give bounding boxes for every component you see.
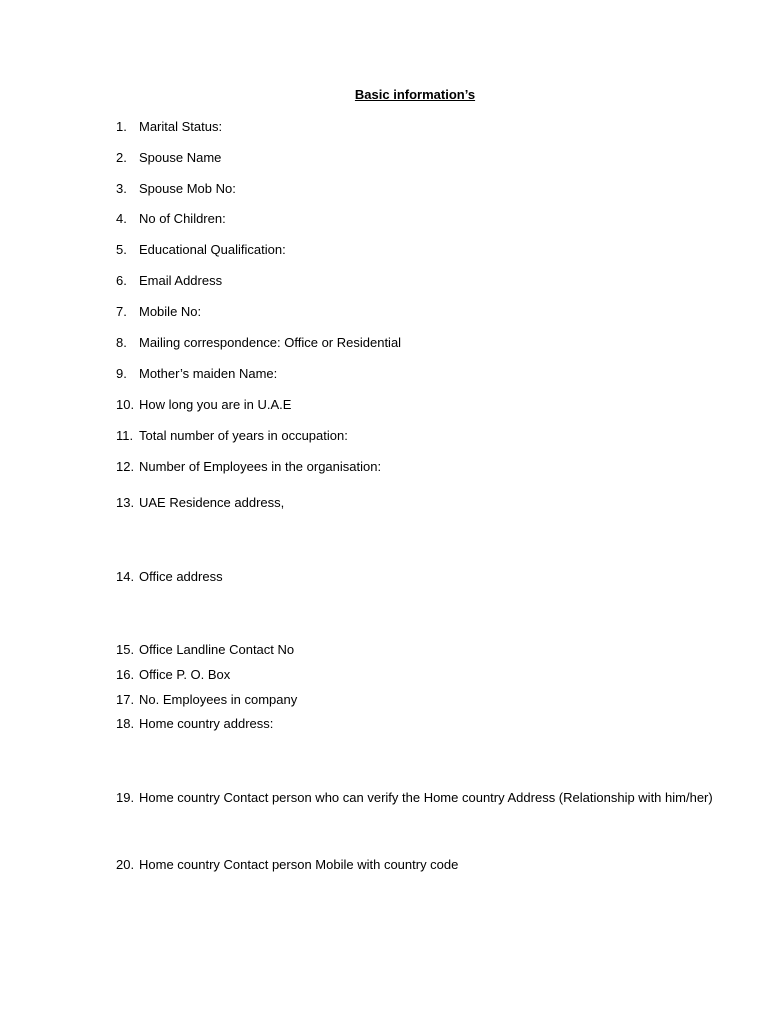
list-item [116,568,223,586]
item-number: 3. [116,181,127,196]
item-label: Spouse Name [139,150,222,165]
item-label: Office Landline Contact No [139,642,295,657]
item-number: 6. [116,273,127,288]
list-item [116,458,381,476]
item-number: 16. [116,667,135,682]
item-label: Office address [139,569,223,584]
list-item [116,641,294,659]
item-label: No of Children: [139,211,226,226]
item-number: 13. [116,495,135,510]
item-number: 9. [116,366,127,381]
list-item [116,241,286,259]
list-item [116,149,221,167]
list-item [116,303,201,321]
item-number: 17. [116,692,135,707]
list-item [116,334,401,352]
list-item [116,365,277,383]
list-item [116,272,222,290]
list-item [116,118,222,136]
item-number: 12. [116,459,135,474]
list-item [116,180,236,198]
list-item [116,789,713,807]
list-item [116,396,291,414]
item-number: 4. [116,211,127,226]
item-label: UAE Residence address, [139,495,285,510]
item-label: No. Employees in company [139,692,298,707]
item-label: Educational Qualification: [139,242,286,257]
item-number: 14. [116,569,135,584]
item-number: 15. [116,642,135,657]
list-item [116,666,230,684]
item-label: Spouse Mob No: [139,181,236,196]
list-item [116,691,297,709]
item-label: Marital Status: [139,119,223,134]
item-number: 10. [116,397,135,412]
item-label: Mobile No: [139,304,202,319]
item-number: 1. [116,119,127,134]
item-label: Home country Contact person Mobile with country code [139,857,459,872]
list-item [116,715,273,733]
item-number: 20. [116,857,135,872]
item-number: 7. [116,304,127,319]
item-label: Home country address: [139,716,274,731]
list-item [116,856,458,874]
item-label: How long you are in U.A.E [139,397,292,412]
item-label: Email Address [139,273,223,288]
list-item [116,210,226,228]
item-label: Mother’s maiden Name: [139,366,278,381]
item-label: Home country Contact person who can verify the Home country Address (Relationship with him/her) [139,790,713,805]
item-label: Number of Employees in the organisation: [139,459,382,474]
item-number: 2. [116,150,127,165]
list-item [116,427,348,445]
item-number: 5. [116,242,127,257]
item-label: Mailing correspondence: Office or Residential [139,335,402,350]
item-number: 19. [116,790,135,805]
item-number: 18. [116,716,135,731]
item-number: 11. [116,428,134,443]
document-title: Basic information’s [354,87,476,102]
list-item [116,494,284,512]
item-number: 8. [116,335,127,350]
item-label: Total number of years in occupation: [139,428,348,443]
item-label: Office P. O. Box [139,667,231,682]
